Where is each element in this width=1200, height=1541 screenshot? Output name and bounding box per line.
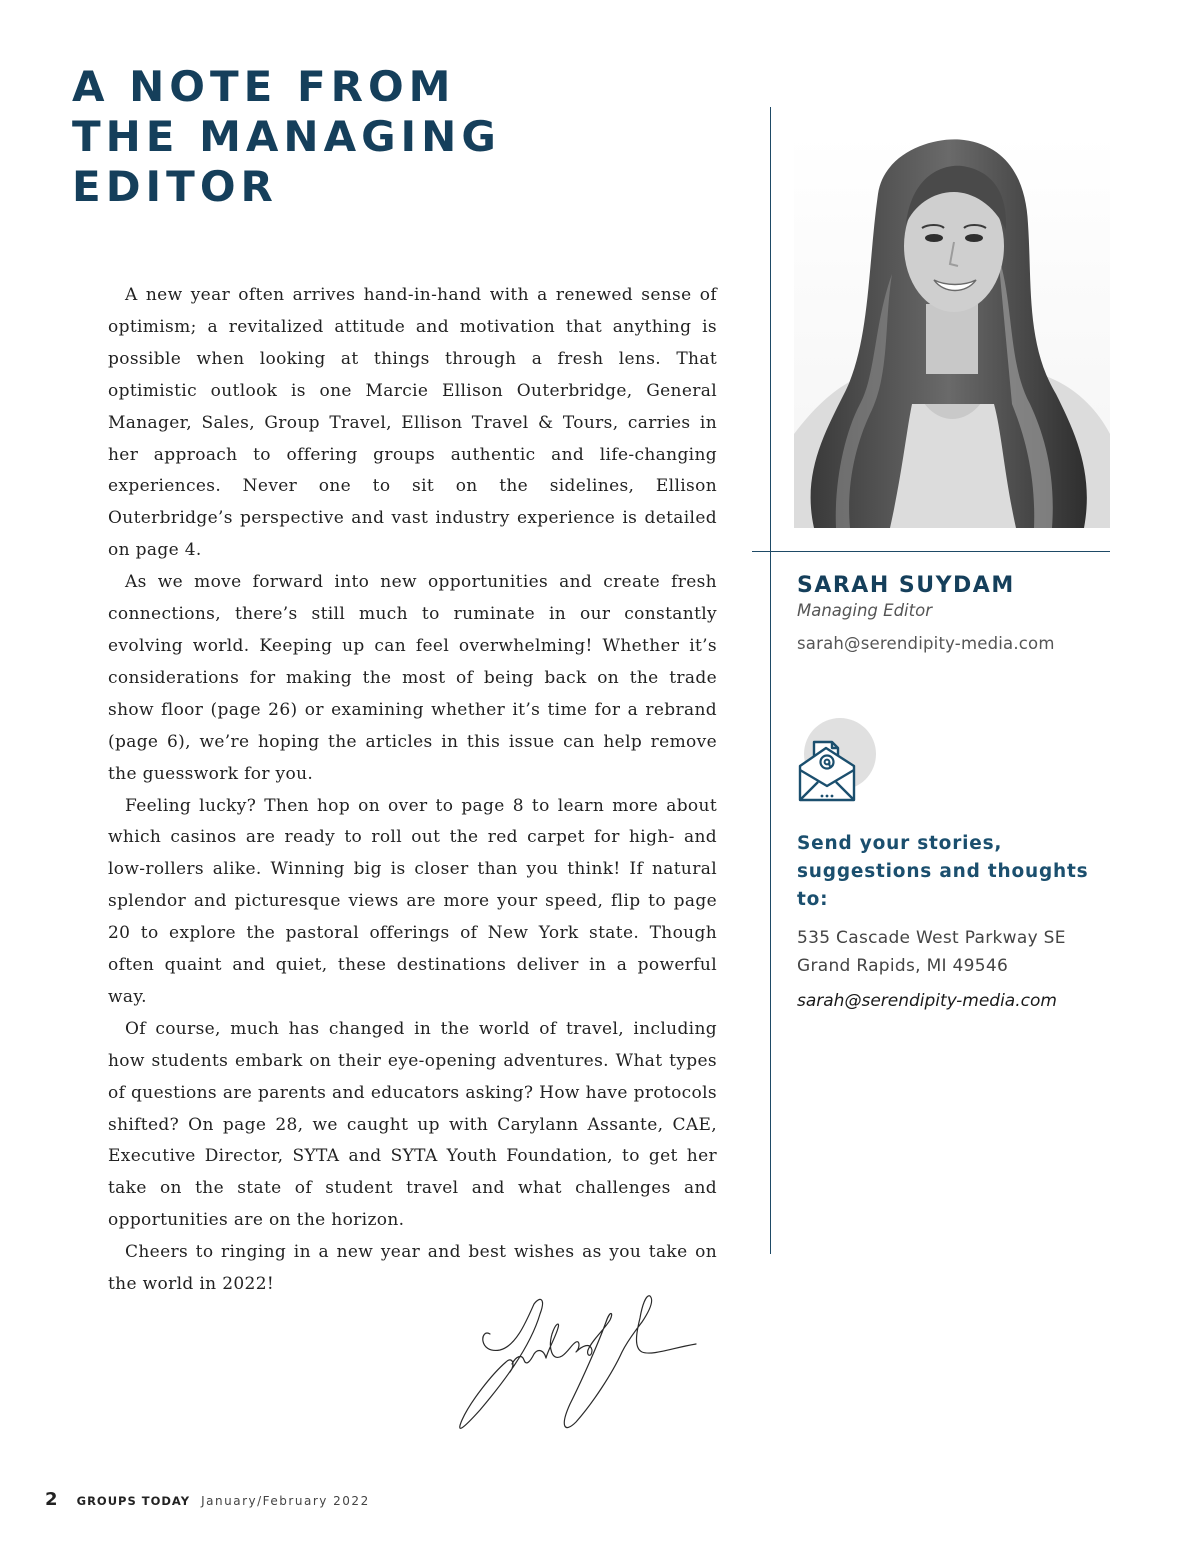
editor-signature (452, 1292, 702, 1437)
column-divider (770, 107, 771, 1254)
editor-letter (108, 280, 717, 1301)
letter-paragraph: Feeling lucky? Then hop on over to page 8 to learn more about which casinos are ready to roll out the red carpet for high- and low-rollers alike. Winning big is closer than you think! If natural splendor and picturesque views are more your speed, flip to page 20 to explore the pastoral offerings of New York state. Though often quaint and quiet, these destinations deliver in a powerful way. (108, 795, 717, 1007)
issue-date: January/February 2022 (201, 1494, 370, 1508)
page-footer (45, 1489, 370, 1510)
mailing-address (797, 924, 1066, 980)
title-line-2: THE MANAGING (72, 112, 501, 161)
letter-paragraph: Of course, much has changed in the world of travel, including how students embark on their eye-opening adventures. What types of questions are parents and educators asking? How have protocols shifted? On page 28, we caught up with Carylann Assante, CAE, Executive Director, SYTA and SYTA Youth Foundation, to get her take on the state of student travel and what challenges and opportunities are on the horizon. (108, 1018, 717, 1231)
submission-heading: Send your stories, suggestions and thoughts to: (797, 833, 1089, 910)
letter-paragraph: Cheers to ringing in a new year and best wishes as you take on the world in 2022! (108, 1242, 717, 1295)
title-line-1: A NOTE FROM (72, 62, 456, 111)
editor-title: Managing Editor (797, 601, 932, 620)
email-envelope-icon (796, 716, 880, 806)
section-divider (752, 551, 1110, 552)
title-line-3: EDITOR (72, 162, 278, 211)
address-line-2: Grand Rapids, MI 49546 (797, 956, 1009, 976)
editor-photo (794, 134, 1110, 528)
page-title (72, 62, 501, 212)
editor-email-link[interactable]: sarah@serendipity-media.com (797, 634, 1055, 653)
submission-email-link[interactable]: sarah@serendipity-media.com (797, 991, 1057, 1011)
page-number: 2 (45, 1489, 58, 1510)
address-line-1: 535 Cascade West Parkway SE (797, 928, 1066, 948)
letter-paragraph: As we move forward into new opportunities and create fresh connections, there’s still much to ruminate in our constantly evolving world. Keeping up can feel overwhelming! Whether it’s considerations for making the most of being back on the trade show floor (page 26) or examining whether it’s time for a rebrand (page 6), we’re hoping the articles in this issue can help remove the guesswork for you. (108, 572, 717, 784)
magazine-name: GROUPS TODAY (76, 1494, 191, 1508)
editor-name: SARAH SUYDAM (797, 573, 1015, 598)
letter-paragraph: A new year often arrives hand-in-hand with a renewed sense of optimism; a revitalized attitude and motivation that anything is possible when looking at things through a fresh lens. That optimistic outlook is one Marcie Ellison Outerbridge, General Manager, Sales, Group Travel, Ellison Travel & Tours, carries in her approach to offering groups authentic and life-changing experiences. Never one to sit on the sidelines, Ellison Outerbridge’s perspective and vast industry experience is detailed on page 4. (108, 285, 717, 561)
